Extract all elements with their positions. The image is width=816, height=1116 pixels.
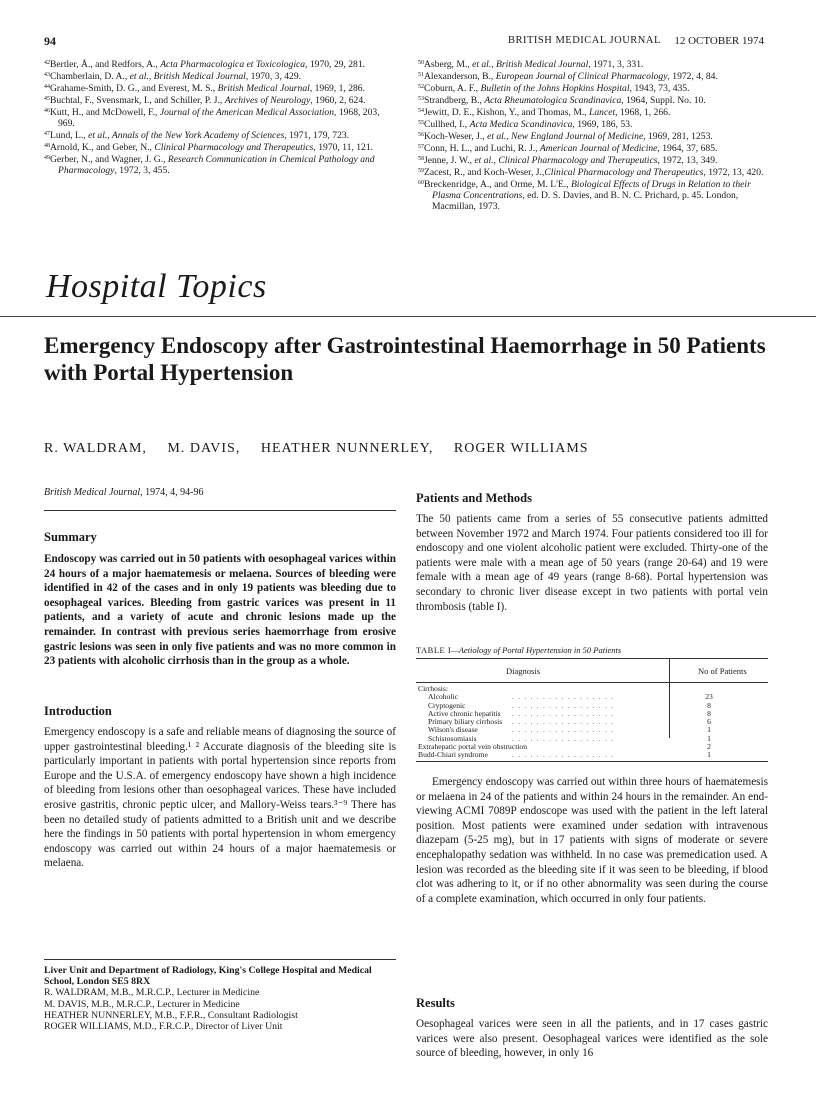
reference-journal: et al., British Medical Journal bbox=[129, 71, 246, 82]
diagnosis-label: Wilson's disease bbox=[428, 725, 478, 735]
results-heading: Results bbox=[416, 996, 455, 1010]
reference-details: , 1943, 73, 435. bbox=[629, 83, 690, 94]
reference-list-right bbox=[418, 58, 768, 212]
patient-count: 6 bbox=[707, 717, 711, 727]
reference-item bbox=[418, 82, 768, 94]
reference-details: , 1964, 37, 685. bbox=[657, 143, 718, 154]
table-caption bbox=[416, 645, 621, 655]
table-rule-bottom bbox=[416, 761, 768, 762]
affiliation-line: ROGER WILLIAMS, M.D., F.R.C.P., Director of Liver Unit bbox=[44, 1021, 283, 1033]
reference-authors: Gerber, N., and Wagner, J. G., bbox=[50, 154, 168, 165]
table-row bbox=[418, 685, 768, 693]
reference-number: 49 bbox=[44, 155, 50, 161]
summary-heading: Summary bbox=[44, 530, 97, 544]
reference-details: , 1968, 1, 266. bbox=[615, 107, 671, 118]
section-divider bbox=[0, 316, 816, 317]
diagnosis-label: Cirrhosis: bbox=[418, 684, 448, 693]
results-section bbox=[416, 996, 768, 1061]
diagnosis-label: Budd-Chiari syndrome bbox=[418, 750, 488, 760]
reference-authors: Conn, H. L., and Luchi, R. J., bbox=[424, 143, 540, 154]
patients-methods-heading: Patients and Methods bbox=[416, 491, 532, 505]
table-body bbox=[418, 685, 768, 760]
introduction-section bbox=[44, 704, 396, 871]
reference-authors: Buchtal, F., Svensmark, I., and Schiller, P. J., bbox=[50, 95, 225, 106]
leader-dots: . . . . . . . . . . . . . . . . . bbox=[512, 734, 615, 743]
leader-dots: . . . . . . . . . . . . . . . . . bbox=[512, 693, 615, 702]
reference-details: , 1960, 2, 624. bbox=[310, 95, 366, 106]
diagnosis-label: Primary biliary cirrhosis bbox=[428, 717, 503, 727]
reference-journal: et al., Clinical Pharmacology and Therapeutics bbox=[474, 155, 658, 166]
reference-item bbox=[44, 70, 396, 82]
reference-details: , 1969, 186, 53. bbox=[572, 119, 633, 130]
reference-authors: Grahame-Smith, D. G., and Everest, M. S., bbox=[50, 83, 218, 94]
reference-authors: Alexanderson, B., bbox=[424, 71, 496, 82]
reference-number: 55 bbox=[418, 120, 424, 126]
citation-details: , 1974, 4, 94-96 bbox=[140, 487, 204, 498]
reference-item bbox=[44, 94, 396, 106]
reference-authors: Bertler, Å., and Redfors, A., bbox=[50, 59, 161, 70]
affiliation-institution: Liver Unit and Department of Radiology, King's College Hospital and Medical School, London SE5 8RX bbox=[44, 965, 372, 988]
reference-number: 46 bbox=[44, 108, 50, 114]
table-label: TABLE I bbox=[416, 645, 452, 655]
author: HEATHER NUNNERLEY, bbox=[260, 441, 434, 456]
reference-authors: Jewitt, D. E., Kishon, Y., and Thomas, M., bbox=[424, 107, 590, 118]
section-title: Hospital Topics bbox=[46, 268, 267, 305]
reference-number: 51 bbox=[418, 72, 424, 78]
reference-number: 44 bbox=[44, 84, 50, 90]
patients-methods-section bbox=[416, 491, 768, 614]
article-title: Emergency Endoscopy after Gastrointestinal Haemorrhage in 50 Patients with Portal Hypertension bbox=[44, 333, 766, 385]
table-rule-top bbox=[416, 658, 768, 659]
reference-item bbox=[418, 118, 768, 130]
table-rule-header bbox=[416, 682, 768, 683]
patient-count: 2 bbox=[707, 742, 711, 752]
reference-item bbox=[418, 58, 768, 70]
reference-authors: Lund, L., bbox=[50, 130, 89, 141]
reference-journal: Clinical Pharmacology and Therapeutics bbox=[154, 142, 314, 153]
reference-number: 50 bbox=[418, 60, 424, 66]
table-header-count: No of Patients bbox=[698, 666, 747, 676]
reference-number: 42 bbox=[44, 60, 50, 66]
reference-number: 60 bbox=[418, 180, 424, 186]
reference-number: 58 bbox=[418, 156, 424, 162]
reference-journal: et al., New England Journal of Medicine bbox=[487, 131, 644, 142]
reference-number: 57 bbox=[418, 144, 424, 150]
reference-details: , 1969, 1, 286. bbox=[309, 83, 365, 94]
patient-count: 1 bbox=[707, 750, 711, 760]
reference-item bbox=[44, 129, 396, 141]
author: R. WALDRAM, bbox=[44, 441, 147, 456]
reference-item bbox=[418, 130, 768, 142]
reference-number: 45 bbox=[44, 96, 50, 102]
reference-journal: Journal of the American Medical Association bbox=[159, 107, 335, 118]
reference-item bbox=[418, 94, 768, 106]
reference-item bbox=[418, 178, 768, 212]
reference-details: , 1972, 3, 455. bbox=[114, 165, 170, 176]
methods-paragraph: Emergency endoscopy was carried out within three hours of haematemesis or melaena in 24 of the patients and within 24 hours in the remainder. An end-viewing ACMI 7089P endoscope was used with the patient in the left lateral position. Most patients were examined under sedation with intravenous diazepam (5-25 mg), but in 17 patients with signs of moderate or severe encephalopathy sedation was withheld. In no case was premedication used. A lesion was recorded as the bleeding site if it was seen to be bleeding, if blood clot was adhering to it, or if no other abnormality was seen during the course of a complete examination, which occurred in only four patients. bbox=[416, 776, 768, 905]
reference-details: , 1970, 29, 281. bbox=[305, 59, 366, 70]
reference-number: 59 bbox=[418, 168, 424, 174]
reference-details: , 1964, Suppl. No. 10. bbox=[621, 95, 706, 106]
reference-authors: Asberg, M., bbox=[424, 59, 473, 70]
results-text: Oesophageal varices were seen in all the patients, and in 17 cases gastric varices were also present. Oesophageal varices were identified as the sole source of bleeding, however, in only 16 bbox=[416, 1018, 768, 1060]
author-affiliation bbox=[44, 965, 396, 1032]
affiliation-line: R. WALDRAM, M.B., M.R.C.P., Lecturer in Medicine bbox=[44, 987, 260, 999]
reference-authors: Breckenridge, A., and Orme, M. L'E., bbox=[424, 179, 571, 190]
reference-journal: Acta Pharmacologica et Toxicologica bbox=[160, 59, 306, 70]
diagnosis-label: Extrahepatic portal vein obstruction bbox=[418, 742, 528, 752]
leader-dots: . . . . . . . . . . . . . . . . . bbox=[512, 726, 615, 735]
reference-number: 52 bbox=[418, 84, 424, 90]
table-caption-text: —Aetiology of Portal Hypertension in 50 Patients bbox=[451, 645, 622, 655]
summary-text: Endoscopy was carried out in 50 patients with oesophageal varices within 24 hours of a major haematemesis or melaena. Sources of bleeding were identified in 42 of the cases and in only 19 patients was bleeding due to oesophageal varices. Bleeding from gastric varices was present in 11 patients, and a variety of acute and chronic lesions made up the remainder. In contrast with previous series haemorrhage from erosive gastric lesions was seen in only five patients and was no more common in 23 patients with alcoholic cirrhosis than in the group as a whole. bbox=[44, 553, 396, 668]
patient-count: 1 bbox=[707, 725, 711, 735]
reference-details: , 1972, 13, 349. bbox=[657, 155, 718, 166]
journal-name: BRITISH MEDICAL JOURNAL bbox=[508, 35, 661, 46]
citation-journal: British Medical Journal bbox=[44, 487, 141, 498]
reference-authors: Coburn, A. F., bbox=[424, 83, 481, 94]
reference-authors: Zacest, R., and Koch-Weser, J., bbox=[424, 167, 545, 178]
patient-count: 8 bbox=[707, 708, 711, 718]
author: ROGER WILLIAMS bbox=[453, 441, 589, 456]
patient-count: 23 bbox=[705, 692, 713, 702]
reference-journal: Archives of Neurology bbox=[224, 95, 311, 106]
reference-details: , 1971, 179, 723. bbox=[284, 130, 350, 141]
diagnosis-label: Cryptogenic bbox=[428, 700, 466, 710]
patients-methods-paragraph: The 50 patients came from a series of 55 consecutive patients admitted between November 1972 and March 1974. Four patients considered too ill for endoscopy and one violent alcoholic patient were excluded. Thirty-one of the patients were male with a mean age of 50 years (range 20-64) and 19 were female with a mean age of 49 years (range 8-68). Portal hypertension was secondary to chronic liver disease except in two patients with portal vein thrombosis (table I). bbox=[416, 513, 768, 613]
reference-list-left bbox=[44, 58, 396, 176]
reference-authors: Jenne, J. W., bbox=[424, 155, 475, 166]
article-citation bbox=[44, 487, 203, 498]
reference-number: 56 bbox=[418, 132, 424, 138]
reference-authors: Chamberlain, D. A., bbox=[50, 71, 130, 82]
reference-number: 43 bbox=[44, 72, 50, 78]
reference-details: , 1972, 4, 84. bbox=[667, 71, 718, 82]
reference-journal: et al., British Medical Journal bbox=[472, 59, 589, 70]
reference-item bbox=[44, 141, 396, 153]
reference-authors: Strandberg, B., bbox=[424, 95, 485, 106]
table-header-diagnosis: Diagnosis bbox=[506, 666, 540, 676]
reference-item bbox=[44, 82, 396, 94]
patient-count: 1 bbox=[707, 733, 711, 743]
reference-journal: American Journal of Medicine bbox=[539, 143, 658, 154]
diagnosis-label: Alcoholic bbox=[428, 692, 458, 702]
introduction-text: Emergency endoscopy is a safe and reliable means of diagnosing the source of upper gastrointestinal bleeding.¹ ² Accurate diagnosis of the bleeding site is particularly important in patients with portal hypertension since reports from Europe and the U.S.A. of emergency endoscopy have shown a high incidence of bleeding from lesions other than oesophageal varices. These have included erosive gastritis, chronic peptic ulcer, and Mallory-Weiss tears.³⁻⁹ There has been no detailed study of patients admitted to a British unit and we describe here the findings in 50 patients with portal hypertension in whom emergency endoscopy was carried out within 24 hours of a major haematemesis or melaena. bbox=[44, 726, 396, 870]
reference-journal: British Medical Journal bbox=[217, 83, 310, 94]
reference-item bbox=[418, 166, 768, 178]
reference-journal: Acta Rheumatologica Scandinavica bbox=[484, 95, 622, 106]
affiliation-line: M. DAVIS, M.B., M.R.C.P., Lecturer in Medicine bbox=[44, 998, 240, 1010]
reference-journal: et al., Annals of the New York Academy of Sciences bbox=[88, 130, 285, 141]
table-row bbox=[418, 751, 768, 759]
affiliation-rule bbox=[44, 959, 396, 960]
reference-item bbox=[44, 58, 396, 70]
reference-authors: Cullhed, I., bbox=[424, 119, 470, 130]
reference-authors: Arnold, K., and Geber, N., bbox=[50, 142, 155, 153]
affiliation-line: HEATHER NUNNERLEY, M.B., F.F.R., Consultant Radiologist bbox=[44, 1009, 298, 1021]
leader-dots: . . . . . . . . . . . . . . . . . bbox=[512, 751, 615, 760]
reference-details: , 1968, 203, 969. bbox=[58, 107, 380, 129]
author: M. DAVIS, bbox=[167, 441, 241, 456]
reference-details: , ed. D. S. Davies, and B. N. C. Prichard, p. 45. London, Macmillan, 1973. bbox=[432, 190, 739, 212]
column-rule bbox=[44, 510, 396, 511]
reference-details: , 1970, 11, 121. bbox=[313, 142, 374, 153]
reference-journal: Research Communication in Chemical Pathology and Pharmacology bbox=[58, 154, 375, 176]
reference-authors: Kutt, H., and McDowell, F., bbox=[50, 107, 160, 118]
reference-journal: European Journal of Clinical Pharmacology bbox=[495, 71, 668, 82]
methods-continued bbox=[416, 775, 768, 906]
reference-details: , 1969, 281, 1253. bbox=[643, 131, 713, 142]
summary-section bbox=[44, 530, 396, 669]
leader-dots: . . . . . . . . . . . . . . . . . bbox=[512, 701, 615, 710]
reference-details: , 1971, 3, 331. bbox=[588, 59, 644, 70]
reference-journal: Clinical Pharmacology and Therapeutics bbox=[544, 167, 704, 178]
reference-number: 48 bbox=[44, 143, 50, 149]
patient-count: 8 bbox=[707, 700, 711, 710]
reference-journal: Biological Effects of Drugs in Relation to their Plasma Concentrations bbox=[432, 179, 751, 201]
leader-dots: . . . . . . . . . . . . . . . . . bbox=[512, 709, 615, 718]
reference-item bbox=[418, 106, 768, 118]
page-number: 94 bbox=[44, 34, 56, 48]
reference-authors: Koch-Weser, J., bbox=[424, 131, 488, 142]
reference-item bbox=[44, 106, 396, 129]
reference-details: , 1970, 3, 429. bbox=[245, 71, 302, 82]
diagnosis-label: Active chronic hepatitis bbox=[428, 708, 501, 718]
reference-number: 54 bbox=[418, 108, 424, 114]
reference-journal: Bulletin of the Johns Hopkins Hospital bbox=[480, 83, 630, 94]
reference-item bbox=[418, 154, 768, 166]
reference-number: 47 bbox=[44, 131, 50, 137]
reference-item bbox=[44, 153, 396, 176]
introduction-heading: Introduction bbox=[44, 704, 112, 718]
author-list bbox=[44, 441, 605, 457]
reference-item bbox=[418, 70, 768, 82]
diagnosis-label: Schistosomiasis bbox=[428, 733, 477, 743]
reference-number: 53 bbox=[418, 96, 424, 102]
reference-journal: Lancet bbox=[589, 107, 616, 118]
reference-item bbox=[418, 142, 768, 154]
reference-details: , 1972, 13, 420. bbox=[703, 167, 764, 178]
running-header bbox=[44, 34, 764, 54]
table-row bbox=[418, 693, 768, 701]
issue-date: 12 OCTOBER 1974 bbox=[674, 35, 764, 47]
reference-journal: Acta Medica Scandinavica bbox=[469, 119, 573, 130]
leader-dots: . . . . . . . . . . . . . . . . . bbox=[512, 718, 615, 727]
